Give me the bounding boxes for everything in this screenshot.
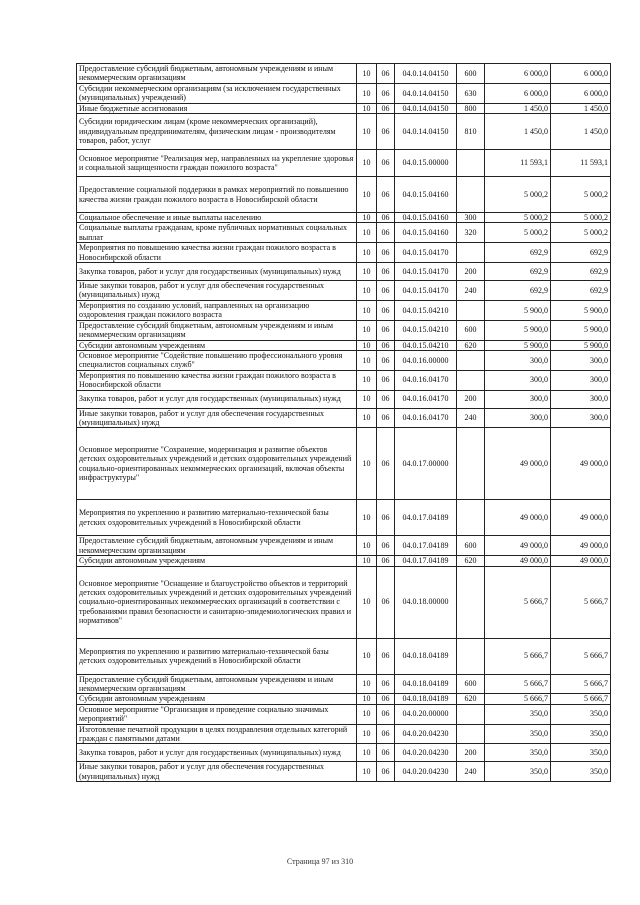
row-name: Мероприятия по повышению качества жизни граждан пожилого возраста в Новосибирской области: [77, 370, 357, 390]
row-amount-2: 350,0: [551, 762, 611, 782]
table-row: [77, 350, 611, 370]
row-expense-type: [457, 300, 485, 320]
row-target-code: 04.0.14.04150: [395, 83, 457, 103]
row-expense-type: 300: [457, 213, 485, 223]
row-expense-type: 240: [457, 281, 485, 301]
row-expense-type: 600: [457, 536, 485, 556]
table-row: [77, 340, 611, 350]
row-name: Иные бюджетные ассигнования: [77, 103, 357, 113]
row-section: 10: [357, 370, 377, 390]
row-name: Субсидии юридическим лицам (кроме некоммерческих организаций), индивидуальным предпринимателям, физическим лицам - производителям товаров, работ, услуг: [77, 114, 357, 150]
row-name: Субсидии автономным учреждениям: [77, 340, 357, 350]
row-amount-1: 692,9: [485, 243, 551, 263]
row-target-code: 04.0.16.04170: [395, 390, 457, 408]
row-amount-1: 5 666,7: [485, 566, 551, 638]
row-target-code: 04.0.14.04150: [395, 64, 457, 84]
row-target-code: 04.0.17.04189: [395, 536, 457, 556]
table-row: [77, 704, 611, 724]
row-amount-1: 692,9: [485, 281, 551, 301]
budget-table: [76, 63, 611, 782]
row-amount-2: 5 900,0: [551, 300, 611, 320]
table-row: [77, 281, 611, 301]
row-section: 10: [357, 674, 377, 694]
row-subsection: 06: [377, 64, 395, 84]
row-expense-type: 200: [457, 390, 485, 408]
row-subsection: 06: [377, 694, 395, 704]
row-target-code: 04.0.16.04170: [395, 408, 457, 428]
row-target-code: 04.0.18.00000: [395, 566, 457, 638]
table-row: [77, 638, 611, 674]
row-expense-type: 600: [457, 64, 485, 84]
row-subsection: 06: [377, 556, 395, 566]
row-section: 10: [357, 566, 377, 638]
row-amount-2: 1 450,0: [551, 114, 611, 150]
row-target-code: 04.0.14.04150: [395, 114, 457, 150]
row-amount-2: 5 900,0: [551, 320, 611, 340]
row-section: 10: [357, 536, 377, 556]
row-amount-2: 11 593,1: [551, 150, 611, 177]
row-amount-2: 49 000,0: [551, 428, 611, 500]
table-row: [77, 536, 611, 556]
row-section: 10: [357, 744, 377, 762]
row-name: Закупка товаров, работ и услуг для государственных (муниципальных) нужд: [77, 263, 357, 281]
row-name: Предоставление социальной поддержки в рамках мероприятий по повышению качества жизни граждан пожилого возраста в Новосибирской области: [77, 177, 357, 213]
table-row: [77, 428, 611, 500]
row-section: 10: [357, 223, 377, 243]
row-name: Закупка товаров, работ и услуг для государственных (муниципальных) нужд: [77, 390, 357, 408]
row-name: Закупка товаров, работ и услуг для государственных (муниципальных) нужд: [77, 744, 357, 762]
row-amount-2: 300,0: [551, 408, 611, 428]
row-target-code: 04.0.15.04210: [395, 300, 457, 320]
row-amount-1: 350,0: [485, 704, 551, 724]
row-expense-type: [457, 428, 485, 500]
row-target-code: 04.0.20.04230: [395, 762, 457, 782]
row-name: Социальное обеспечение и иные выплаты населению: [77, 213, 357, 223]
row-expense-type: 240: [457, 408, 485, 428]
row-expense-type: [457, 150, 485, 177]
row-amount-1: 300,0: [485, 390, 551, 408]
row-subsection: 06: [377, 340, 395, 350]
row-amount-1: 49 000,0: [485, 556, 551, 566]
row-expense-type: 600: [457, 320, 485, 340]
row-name: Социальные выплаты гражданам, кроме публичных нормативных социальных выплат: [77, 223, 357, 243]
row-section: 10: [357, 300, 377, 320]
table-row: [77, 744, 611, 762]
row-target-code: 04.0.16.04170: [395, 370, 457, 390]
row-subsection: 06: [377, 150, 395, 177]
row-subsection: 06: [377, 536, 395, 556]
row-amount-1: 5 000,2: [485, 177, 551, 213]
row-name: Мероприятия по созданию условий, направленных на организацию оздоровления граждан пожилого возраста: [77, 300, 357, 320]
row-amount-2: 6 000,0: [551, 83, 611, 103]
row-target-code: 04.0.15.04170: [395, 263, 457, 281]
row-target-code: 04.0.18.04189: [395, 674, 457, 694]
row-subsection: 06: [377, 83, 395, 103]
row-target-code: 04.0.17.00000: [395, 428, 457, 500]
row-name: Предоставление субсидий бюджетным, автономным учреждениям и иным некоммерческим организациям: [77, 64, 357, 84]
row-amount-1: 1 450,0: [485, 103, 551, 113]
row-subsection: 06: [377, 744, 395, 762]
row-amount-2: 300,0: [551, 350, 611, 370]
row-section: 10: [357, 556, 377, 566]
row-section: 10: [357, 150, 377, 177]
row-subsection: 06: [377, 500, 395, 536]
row-expense-type: [457, 177, 485, 213]
row-target-code: 04.0.17.04189: [395, 556, 457, 566]
row-subsection: 06: [377, 103, 395, 113]
row-name: Иные закупки товаров, работ и услуг для обеспечения государственных (муниципальных) нужд: [77, 408, 357, 428]
row-amount-2: 5 666,7: [551, 694, 611, 704]
row-section: 10: [357, 213, 377, 223]
row-subsection: 06: [377, 724, 395, 744]
row-subsection: 06: [377, 704, 395, 724]
row-expense-type: 320: [457, 223, 485, 243]
row-section: 10: [357, 704, 377, 724]
row-subsection: 06: [377, 428, 395, 500]
row-subsection: 06: [377, 566, 395, 638]
row-amount-2: 1 450,0: [551, 103, 611, 113]
table-row: [77, 223, 611, 243]
row-name: Субсидии автономным учреждениям: [77, 556, 357, 566]
row-amount-1: 49 000,0: [485, 500, 551, 536]
table-row: [77, 694, 611, 704]
row-section: 10: [357, 263, 377, 281]
row-amount-2: 49 000,0: [551, 556, 611, 566]
row-section: 10: [357, 428, 377, 500]
table-row: [77, 213, 611, 223]
row-target-code: 04.0.17.04189: [395, 500, 457, 536]
row-amount-2: 49 000,0: [551, 500, 611, 536]
row-target-code: 04.0.20.04230: [395, 744, 457, 762]
row-target-code: 04.0.15.04160: [395, 177, 457, 213]
row-subsection: 06: [377, 638, 395, 674]
row-subsection: 06: [377, 281, 395, 301]
row-name: Мероприятия по укреплению и развитию материально-технической базы детских оздоровительных учреждений в Новосибирской области: [77, 500, 357, 536]
row-target-code: 04.0.15.04210: [395, 320, 457, 340]
row-amount-2: 300,0: [551, 390, 611, 408]
row-amount-1: 692,9: [485, 263, 551, 281]
table-row: [77, 177, 611, 213]
row-expense-type: 620: [457, 556, 485, 566]
row-expense-type: 200: [457, 263, 485, 281]
row-name: Мероприятия по повышению качества жизни граждан пожилого возраста в Новосибирской области: [77, 243, 357, 263]
row-expense-type: [457, 724, 485, 744]
table-row: [77, 150, 611, 177]
row-amount-2: 300,0: [551, 370, 611, 390]
row-name: Субсидии автономным учреждениям: [77, 694, 357, 704]
row-amount-1: 5 900,0: [485, 320, 551, 340]
table-row: [77, 64, 611, 84]
row-section: 10: [357, 340, 377, 350]
row-amount-2: 692,9: [551, 281, 611, 301]
row-target-code: 04.0.15.04160: [395, 213, 457, 223]
row-section: 10: [357, 64, 377, 84]
row-name: Предоставление субсидий бюджетным, автономным учреждениям и иным некоммерческим организациям: [77, 536, 357, 556]
row-section: 10: [357, 320, 377, 340]
row-amount-1: 6 000,0: [485, 64, 551, 84]
table-row: [77, 724, 611, 744]
row-section: 10: [357, 243, 377, 263]
row-section: 10: [357, 177, 377, 213]
row-target-code: 04.0.14.04150: [395, 103, 457, 113]
row-amount-1: 6 000,0: [485, 83, 551, 103]
row-expense-type: 810: [457, 114, 485, 150]
row-amount-1: 1 450,0: [485, 114, 551, 150]
table-row: [77, 390, 611, 408]
row-target-code: 04.0.16.00000: [395, 350, 457, 370]
row-subsection: 06: [377, 300, 395, 320]
row-amount-1: 5 666,7: [485, 638, 551, 674]
row-name: Предоставление субсидий бюджетным, автономным учреждениям и иным некоммерческим организациям: [77, 320, 357, 340]
table-row: [77, 566, 611, 638]
row-name: Предоставление субсидий бюджетным, автономным учреждениям и иным некоммерческим организациям: [77, 674, 357, 694]
table-row: [77, 103, 611, 113]
row-amount-1: 300,0: [485, 350, 551, 370]
row-target-code: 04.0.15.04160: [395, 223, 457, 243]
table-row: [77, 243, 611, 263]
row-name: Мероприятия по укреплению и развитию материально-технической базы детских оздоровительных учреждений в Новосибирской области: [77, 638, 357, 674]
row-amount-1: 5 000,2: [485, 213, 551, 223]
row-name: Основное мероприятие "Сохранение, модернизация и развитие объектов детских оздоровительных учреждений и детских оздоровительных учреждений социально-ориентированных некоммерческих организаций, включая объекты инфраструктуры": [77, 428, 357, 500]
row-name: Основное мероприятие "Реализация мер, направленных на укрепление здоровья и социальной защищенности граждан пожилого возраста": [77, 150, 357, 177]
table-row: [77, 114, 611, 150]
table-row: [77, 320, 611, 340]
row-section: 10: [357, 762, 377, 782]
table-row: [77, 674, 611, 694]
row-amount-2: 350,0: [551, 724, 611, 744]
row-section: 10: [357, 350, 377, 370]
row-section: 10: [357, 103, 377, 113]
row-expense-type: [457, 350, 485, 370]
row-amount-1: 11 593,1: [485, 150, 551, 177]
row-subsection: 06: [377, 320, 395, 340]
row-amount-2: 5 000,2: [551, 177, 611, 213]
row-expense-type: 600: [457, 674, 485, 694]
row-amount-2: 5 666,7: [551, 566, 611, 638]
row-expense-type: 240: [457, 762, 485, 782]
row-subsection: 06: [377, 408, 395, 428]
row-section: 10: [357, 724, 377, 744]
row-expense-type: 620: [457, 694, 485, 704]
row-amount-1: 5 900,0: [485, 300, 551, 320]
row-amount-2: 5 666,7: [551, 638, 611, 674]
row-expense-type: 620: [457, 340, 485, 350]
row-amount-2: 692,9: [551, 243, 611, 263]
row-amount-2: 692,9: [551, 263, 611, 281]
row-target-code: 04.0.20.00000: [395, 704, 457, 724]
row-expense-type: [457, 638, 485, 674]
budget-table-page: [76, 63, 610, 782]
row-section: 10: [357, 83, 377, 103]
table-row: [77, 762, 611, 782]
page-footer: Страница 97 из 310: [286, 857, 354, 866]
row-subsection: 06: [377, 213, 395, 223]
row-target-code: 04.0.15.00000: [395, 150, 457, 177]
row-amount-1: 5 666,7: [485, 674, 551, 694]
row-name: Основное мероприятие "Содействие повышению профессионального уровня специалистов социальных служб": [77, 350, 357, 370]
row-section: 10: [357, 408, 377, 428]
row-subsection: 06: [377, 762, 395, 782]
row-target-code: 04.0.18.04189: [395, 638, 457, 674]
row-amount-1: 300,0: [485, 370, 551, 390]
table-row: [77, 83, 611, 103]
row-amount-1: 350,0: [485, 724, 551, 744]
row-amount-2: 350,0: [551, 704, 611, 724]
row-name: Иные закупки товаров, работ и услуг для обеспечения государственных (муниципальных) нужд: [77, 281, 357, 301]
row-amount-2: 5 000,2: [551, 213, 611, 223]
row-amount-1: 5 900,0: [485, 340, 551, 350]
row-amount-1: 49 000,0: [485, 428, 551, 500]
row-target-code: 04.0.15.04210: [395, 340, 457, 350]
row-subsection: 06: [377, 243, 395, 263]
row-expense-type: [457, 370, 485, 390]
row-target-code: 04.0.20.04230: [395, 724, 457, 744]
row-name: Основное мероприятие "Оснащение и благоустройство объектов и территорий детских оздоровительных учреждений и детских оздоровительных учреждений социально-ориентированных некоммерческих организаций в соответствии с требованиями правил безопасности и санитарно-эпидемиологических правил и нормативов": [77, 566, 357, 638]
row-section: 10: [357, 500, 377, 536]
row-subsection: 06: [377, 263, 395, 281]
row-expense-type: [457, 704, 485, 724]
row-section: 10: [357, 390, 377, 408]
row-subsection: 06: [377, 177, 395, 213]
row-expense-type: 200: [457, 744, 485, 762]
row-amount-1: 5 000,2: [485, 223, 551, 243]
row-section: 10: [357, 694, 377, 704]
table-row: [77, 263, 611, 281]
table-row: [77, 408, 611, 428]
row-subsection: 06: [377, 674, 395, 694]
row-amount-1: 49 000,0: [485, 536, 551, 556]
row-subsection: 06: [377, 114, 395, 150]
row-expense-type: 630: [457, 83, 485, 103]
row-expense-type: [457, 500, 485, 536]
row-target-code: 04.0.15.04170: [395, 281, 457, 301]
row-amount-1: 350,0: [485, 744, 551, 762]
row-name: Изготовление печатной продукции в целях поздравления отдельных категорий граждан с памятными датами: [77, 724, 357, 744]
table-row: [77, 300, 611, 320]
row-name: Основное мероприятие "Организация и проведение социально значимых мероприятий": [77, 704, 357, 724]
row-name: Субсидии некоммерческим организациям (за исключением государственных (муниципальных) учреждений): [77, 83, 357, 103]
row-amount-2: 5 900,0: [551, 340, 611, 350]
row-section: 10: [357, 281, 377, 301]
table-row: [77, 370, 611, 390]
row-amount-2: 49 000,0: [551, 536, 611, 556]
row-target-code: 04.0.15.04170: [395, 243, 457, 263]
row-amount-1: 350,0: [485, 762, 551, 782]
table-row: [77, 556, 611, 566]
row-expense-type: [457, 566, 485, 638]
row-amount-1: 5 666,7: [485, 694, 551, 704]
row-section: 10: [357, 114, 377, 150]
table-row: [77, 500, 611, 536]
row-section: 10: [357, 638, 377, 674]
row-subsection: 06: [377, 350, 395, 370]
row-amount-1: 300,0: [485, 408, 551, 428]
row-amount-2: 6 000,0: [551, 64, 611, 84]
row-expense-type: 800: [457, 103, 485, 113]
row-subsection: 06: [377, 390, 395, 408]
row-subsection: 06: [377, 370, 395, 390]
row-name: Иные закупки товаров, работ и услуг для обеспечения государственных (муниципальных) нужд: [77, 762, 357, 782]
row-target-code: 04.0.18.04189: [395, 694, 457, 704]
row-amount-2: 350,0: [551, 744, 611, 762]
row-subsection: 06: [377, 223, 395, 243]
row-amount-2: 5 666,7: [551, 674, 611, 694]
row-expense-type: [457, 243, 485, 263]
row-amount-2: 5 000,2: [551, 223, 611, 243]
